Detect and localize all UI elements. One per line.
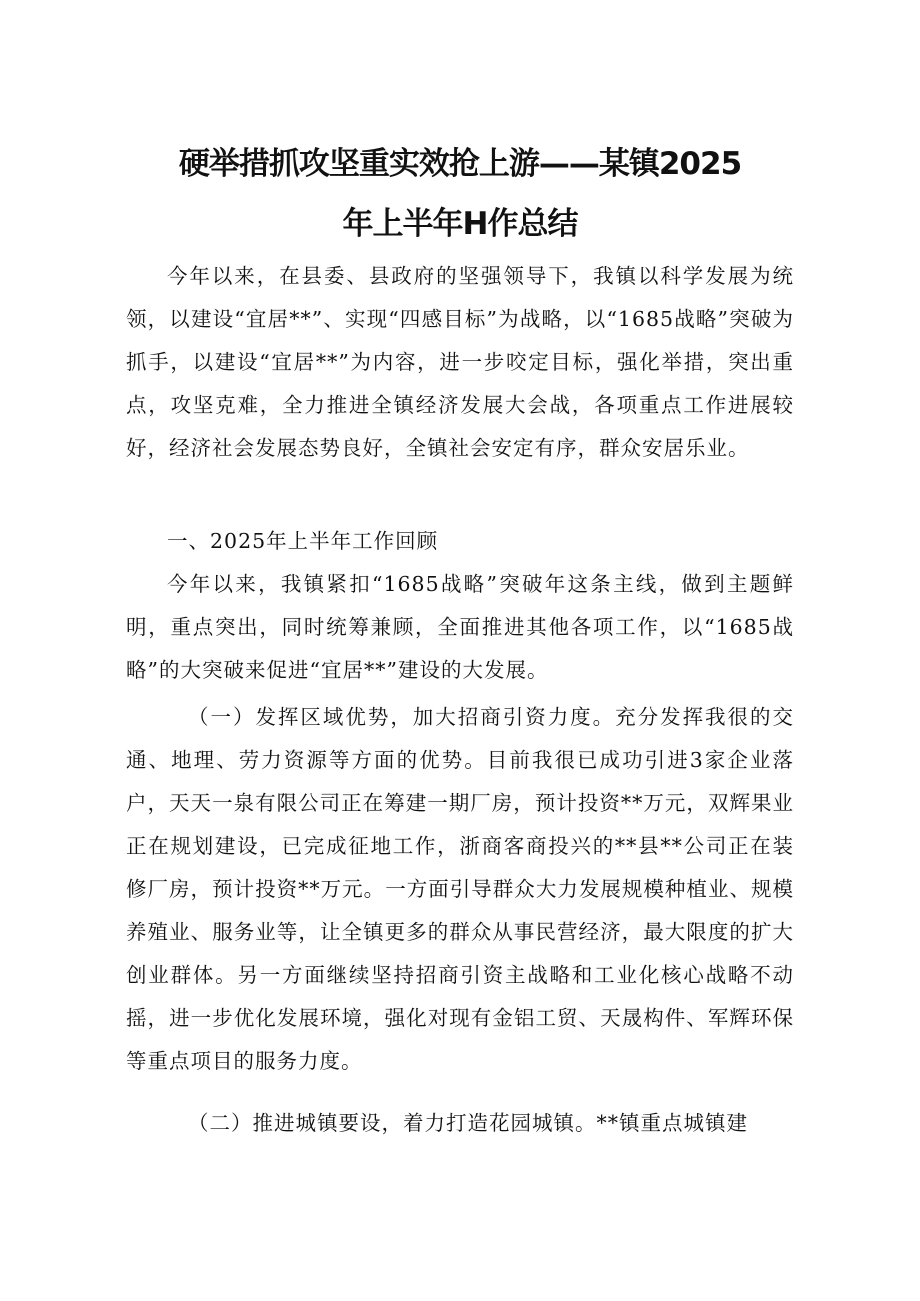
paragraph-town-construction: （二）推进城镇要设，着力打造花园城镇。**镇重点城镇建 (188, 1111, 748, 1135)
paragraph-investment: （一）发挥区域优势，加大招商引资力度。充分发挥我很的交通、地理、劳力资源等方面的优势。目前我很已成功引进3家企业落户，天天一泉有限公司正在筹建一期厂房，预计投资**万元，双辉果业正在规划建设，已完成征地工作，浙商客商投兴的**县**公司正在装修厂房，预计投资**万元。一方面引导群众大力发展规模种植业、规模养殖业、服务业等，让全镇更多的群众从事民营经济，最大限度的扩大创业群体。另一方面继续坚持招商引资主战略和工业化核心战略不动摇，进一步优化发展环境，强化对现有金铝工贸、天晟构件、军辉环保等重点项目的服务力度。 (126, 705, 794, 1073)
document-title-line-1: 硬举措抓攻坚重实效抢上游——某镇2025 (178, 146, 742, 182)
paragraph-intro: 今年以来，在县委、县政府的坚强领导下，我镇以科学发展为统领，以建设“宜居**”、实现“四感目标”为战略，以“1685战略”突破为抓手，以建设“宜居**”为内容，进一步咬定目标，强化举措，突出重点，攻坚克难，全力推进全镇经济发展大会战，各项重点工作进展较好，经济社会发展态势良好，全镇社会安定有序，群众安居乐业。 (126, 264, 794, 460)
section-heading-review: 一、2025年上半年工作回顾 (167, 529, 439, 553)
document-title-line-2: 年上半年H作总结 (342, 206, 578, 242)
paragraph-review-summary: 今年以来，我镇紧扣“1685战略”突破年这条主线，做到主题鲜明，重点突出，同时统筹兼顾，全面推进其他各项工作，以“1685战略”的大突破来促进“宜居**”建设的大发展。 (126, 572, 794, 682)
